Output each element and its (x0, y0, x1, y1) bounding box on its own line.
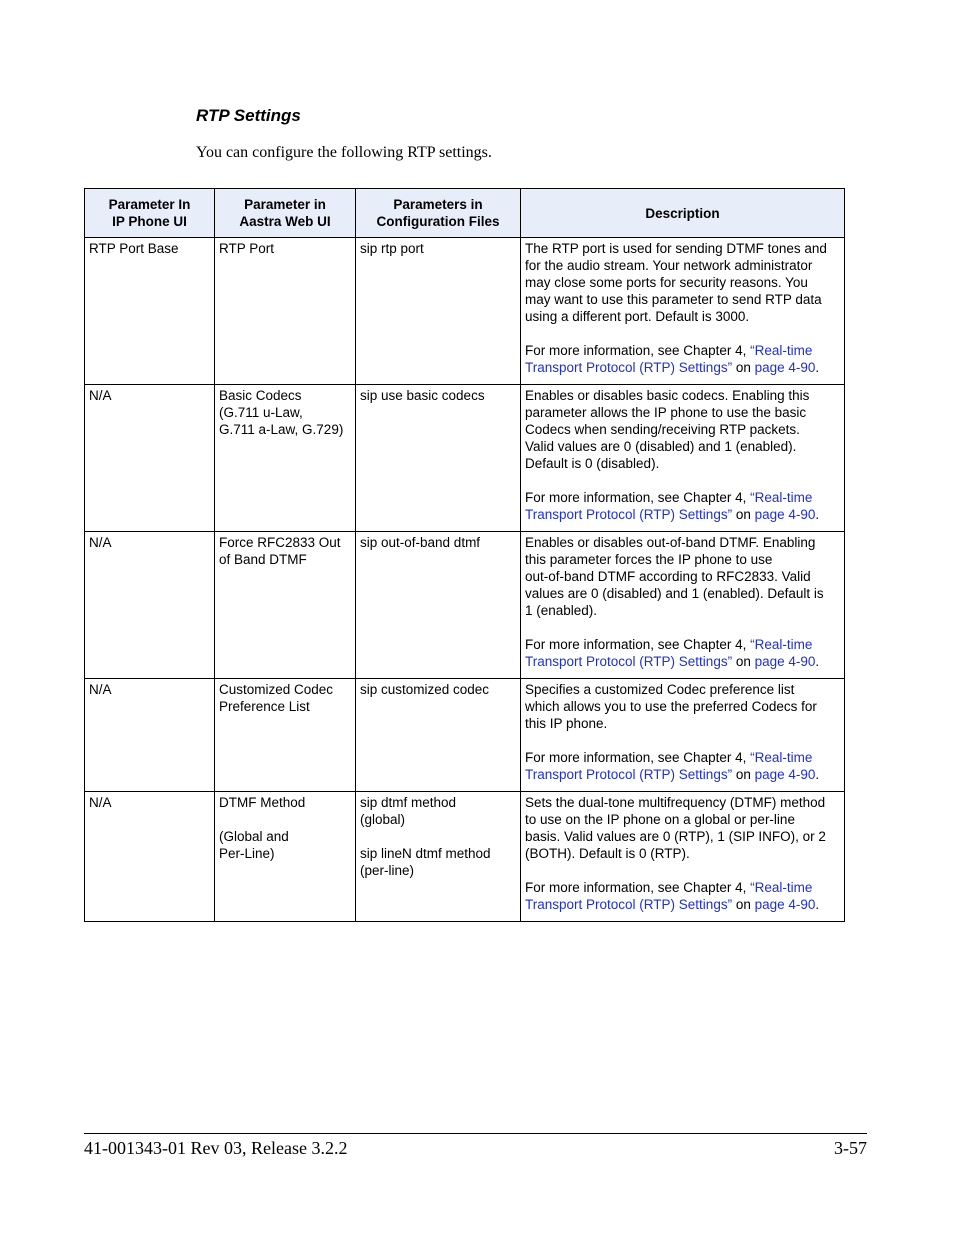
description-line: Codecs when sending/receiving RTP packets. (525, 422, 800, 437)
cell-text: (global) (360, 812, 406, 827)
real-time-rtp-link[interactable]: “Real-time (750, 343, 813, 358)
real-time-rtp-link[interactable]: Transport Protocol (RTP) Settings” (525, 767, 733, 782)
cell-config-file (356, 679, 521, 792)
cell-web-ui (215, 532, 356, 679)
description-line: this IP phone. (525, 716, 608, 731)
real-time-rtp-link[interactable]: Transport Protocol (RTP) Settings” (525, 360, 733, 375)
page-reference-link[interactable]: page 4-90 (754, 767, 816, 782)
cell-text: Force RFC2833 Out (219, 535, 341, 550)
table-row (85, 385, 845, 532)
cell-ip-phone-ui (85, 385, 215, 532)
rtp-settings-table (84, 188, 845, 922)
real-time-rtp-link[interactable]: “Real-time (750, 637, 813, 652)
cell-text: G.711 a-Law, G.729) (219, 422, 344, 437)
header-text: Parameters in (393, 197, 483, 212)
table-header-row (85, 189, 845, 238)
description-line: may want to use this parameter to send RTP data (525, 292, 822, 307)
more-info-text: . (815, 360, 820, 375)
header-configuration-files (356, 189, 521, 238)
cell-text: DTMF Method (219, 795, 306, 810)
more-info-text: on (732, 360, 755, 375)
description-line: to use on the IP phone on a global or per-line (525, 812, 795, 827)
cell-ip-phone-ui (85, 238, 215, 385)
cell-ip-phone-ui (85, 679, 215, 792)
cell-text: (per-line) (360, 863, 415, 878)
header-description (521, 189, 845, 238)
cell-text: RTP Port Base (89, 241, 179, 256)
cell-text: RTP Port (219, 241, 275, 256)
description-line: 1 (enabled). (525, 603, 598, 618)
header-text: Parameter In (108, 197, 191, 212)
more-info-text: . (815, 767, 820, 782)
real-time-rtp-link[interactable]: Transport Protocol (RTP) Settings” (525, 507, 733, 522)
cell-ip-phone-ui (85, 792, 215, 922)
cell-text: of Band DTMF (219, 552, 307, 567)
intro-text: You can configure the following RTP settings. (196, 144, 492, 161)
cell-config-file (356, 238, 521, 385)
page-reference-link[interactable]: page 4-90 (754, 897, 816, 912)
real-time-rtp-link[interactable]: “Real-time (750, 880, 813, 895)
more-info-text: For more information, see Chapter 4, (525, 637, 751, 652)
header-text: Description (645, 205, 720, 221)
cell-web-ui (215, 679, 356, 792)
cell-text: sip use basic codecs (360, 388, 485, 403)
cell-description (521, 792, 845, 922)
real-time-rtp-link[interactable]: Transport Protocol (RTP) Settings” (525, 897, 733, 912)
more-info-text: on (732, 767, 755, 782)
table-row (85, 679, 845, 792)
cell-text: Preference List (219, 699, 310, 714)
page-reference-link[interactable]: page 4-90 (754, 507, 816, 522)
cell-text: N/A (89, 535, 112, 550)
cell-text: N/A (89, 682, 112, 697)
header-text: IP Phone UI (112, 214, 187, 229)
section-title: RTP Settings (196, 106, 301, 125)
description-line: (BOTH). Default is 0 (RTP). (525, 846, 690, 861)
table-row (85, 238, 845, 385)
cell-web-ui (215, 385, 356, 532)
more-info-text: For more information, see Chapter 4, (525, 880, 751, 895)
header-aastra-web-ui (215, 189, 356, 238)
description-line: Enables or disables basic codecs. Enabling this (525, 388, 810, 403)
more-info-text: on (732, 507, 755, 522)
footer-document-id: 41-001343-01 Rev 03, Release 3.2.2 (84, 1138, 348, 1158)
cell-text: sip customized codec (360, 682, 490, 697)
page-reference-link[interactable]: page 4-90 (754, 654, 816, 669)
cell-text: sip rtp port (360, 241, 424, 256)
header-ip-phone-ui (85, 189, 215, 238)
cell-config-file (356, 792, 521, 922)
cell-config-file (356, 385, 521, 532)
cell-text: N/A (89, 388, 112, 403)
description-line: values are 0 (disabled) and 1 (enabled). Default is (525, 586, 824, 601)
description-line: may close some ports for security reasons. You (525, 275, 808, 290)
cell-text: Per-Line) (219, 846, 275, 861)
page-reference-link[interactable]: page 4-90 (754, 360, 816, 375)
cell-description (521, 385, 845, 532)
more-info-text: For more information, see Chapter 4, (525, 490, 751, 505)
description-line: using a different port. Default is 3000. (525, 309, 750, 324)
table-row (85, 532, 845, 679)
real-time-rtp-link[interactable]: “Real-time (750, 490, 813, 505)
cell-text: sip out-of-band dtmf (360, 535, 481, 550)
description-line: which allows you to use the preferred Codecs for (525, 699, 817, 714)
more-info-text: For more information, see Chapter 4, (525, 750, 751, 765)
more-info-text: on (732, 654, 755, 669)
description-line: Specifies a customized Codec preference list (525, 682, 795, 697)
more-info-text: on (732, 897, 755, 912)
description-line: for the audio stream. Your network administrator (525, 258, 813, 273)
more-info-text: . (815, 654, 820, 669)
cell-description (521, 679, 845, 792)
cell-text: sip dtmf method (360, 795, 457, 810)
header-text: Parameter in (244, 197, 326, 212)
description-line: this parameter forces the IP phone to use (525, 552, 773, 567)
header-text: Aastra Web UI (239, 214, 331, 229)
description-line: Enables or disables out-of-band DTMF. Enabling (525, 535, 816, 550)
description-line: basis. Valid values are 0 (RTP), 1 (SIP INFO), or 2 (525, 829, 826, 844)
footer-page-number: 3-57 (834, 1138, 867, 1158)
footer-divider (84, 1133, 867, 1134)
more-info-text: . (815, 507, 820, 522)
cell-text: (Global and (219, 829, 289, 844)
description-line: out-of-band DTMF according to RFC2833. Valid (525, 569, 811, 584)
description-line: Sets the dual-tone multifrequency (DTMF) method (525, 795, 826, 810)
cell-web-ui (215, 238, 356, 385)
description-line: Default is 0 (disabled). (525, 456, 660, 471)
cell-text: Basic Codecs (219, 388, 302, 403)
cell-text: Customized Codec (219, 682, 334, 697)
cell-text: (G.711 u-Law, (219, 405, 303, 420)
cell-text: sip lineN dtmf method (360, 846, 491, 861)
description-line: Valid values are 0 (disabled) and 1 (enabled). (525, 439, 797, 454)
more-info-text: For more information, see Chapter 4, (525, 343, 751, 358)
cell-description (521, 238, 845, 385)
header-text: Configuration Files (376, 214, 500, 229)
cell-web-ui (215, 792, 356, 922)
description-line: parameter allows the IP phone to use the basic (525, 405, 807, 420)
cell-ip-phone-ui (85, 532, 215, 679)
cell-config-file (356, 532, 521, 679)
more-info-text: . (815, 897, 820, 912)
cell-text: N/A (89, 795, 112, 810)
cell-description (521, 532, 845, 679)
real-time-rtp-link[interactable]: Transport Protocol (RTP) Settings” (525, 654, 733, 669)
description-line: The RTP port is used for sending DTMF tones and (525, 241, 827, 256)
table-row (85, 792, 845, 922)
real-time-rtp-link[interactable]: “Real-time (750, 750, 813, 765)
